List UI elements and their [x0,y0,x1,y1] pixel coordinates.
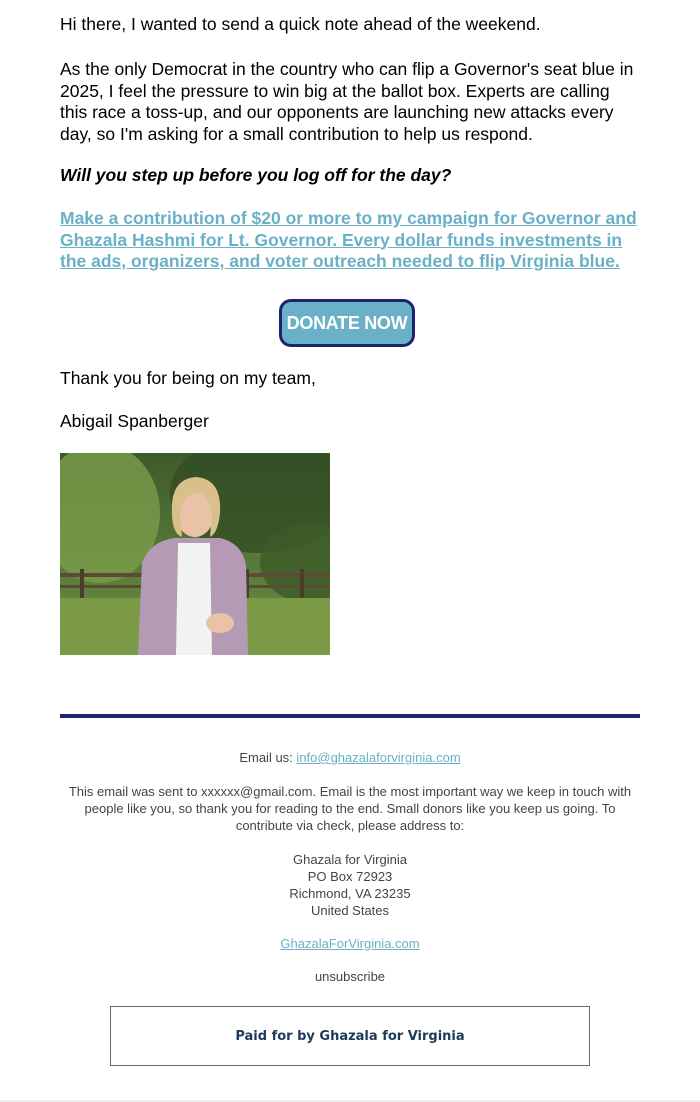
website-link[interactable]: GhazalaForVirginia.com [280,936,420,951]
question-text: Will you step up before you log off for the day? [60,165,452,185]
footer-divider [60,714,640,718]
thanks-text: Thank you for being on my team, [60,368,316,388]
address-line-2: PO Box 72923 [307,869,393,884]
donate-now-button[interactable]: DONATE NOW [279,299,415,347]
signature-name: Abigail Spanberger [60,411,209,431]
email-us-line [60,749,640,766]
unsubscribe-link[interactable]: unsubscribe [314,969,386,984]
address-line-3: Richmond, VA 23235 [289,886,411,901]
body-paragraph: As the only Democrat in the country who can flip a Governor's seat blue in 2025, I feel the pressure to win big at the ballot box. Experts are calling this race a toss-up, and our opponents are launching new attacks every day, so I'm asking for a small contribution to help us respond. [60,59,634,144]
candidate-photo [60,453,330,655]
address-line-4: United States [310,903,390,918]
address-line-1: Ghazala for Virginia [293,852,407,867]
email-us-label: Email us: [239,750,293,765]
greeting-text: Hi there, I wanted to send a quick note ahead of the weekend. [60,14,541,34]
contribution-link[interactable]: Make a contribution of $20 or more to my campaign for Governor and Ghazala Hashmi for Lt. Governor. Every dollar funds investments in the ads, organizers, and voter outreach needed to flip Virginia blue. [60,208,637,271]
paid-for-disclaimer: Paid for by Ghazala for Virginia [110,1006,590,1066]
footer-notice: This email was sent to xxxxxx@gmail.com. Email is the most important way we keep in touch with people like you, so thank you for reading to the end. Small donors like you keep us going. To contribute via check, please address to: [68,784,632,833]
email-us-link[interactable]: info@ghazalaforvirginia.com [296,750,461,765]
footer [60,749,640,985]
